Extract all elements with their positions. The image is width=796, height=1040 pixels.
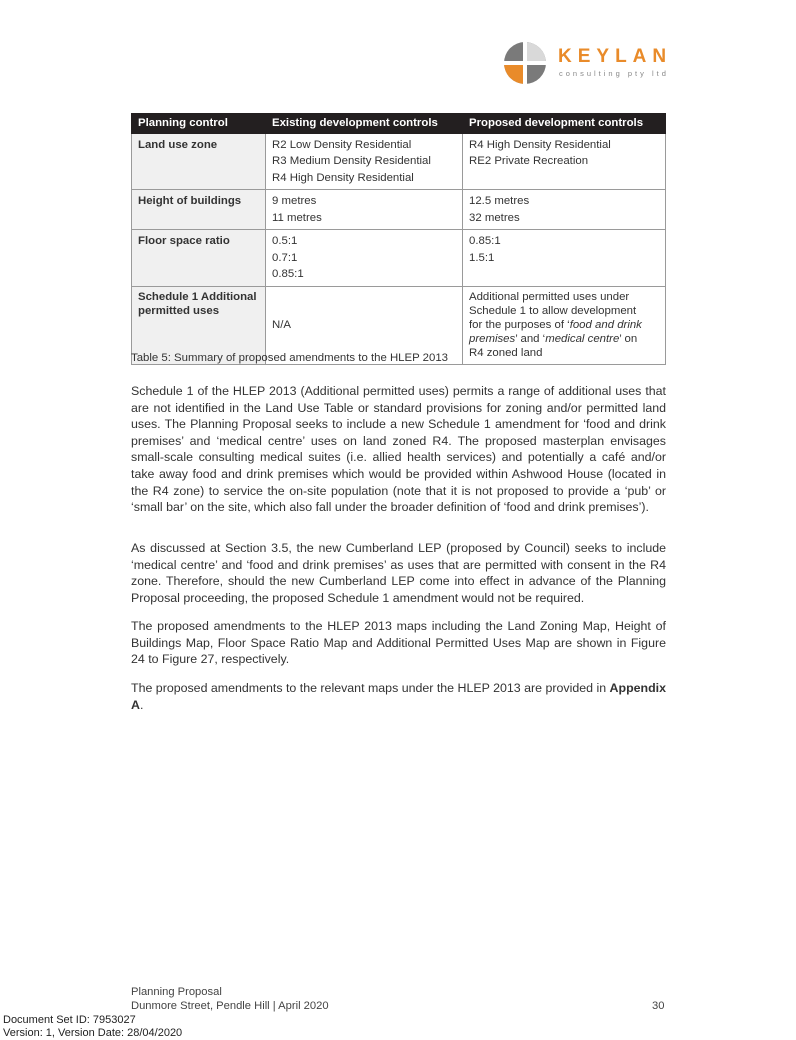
footer-title: Planning Proposal — [131, 986, 222, 998]
proposed-cell — [463, 230, 666, 287]
cell-line: 1.5:1 — [469, 251, 495, 264]
row-label-line: Schedule 1 Additional — [138, 290, 257, 303]
table-row — [132, 133, 666, 190]
version-info: Version: 1, Version Date: 28/04/2020 — [3, 1027, 183, 1039]
document-info — [3, 1014, 182, 1040]
cell-line: 0.85:1 — [469, 235, 501, 247]
paragraph-text: The proposed amendments to the relevant maps under the HLEP 2013 are provided in — [131, 681, 610, 695]
row-label: Land use zone — [132, 133, 266, 190]
proposed-cell — [463, 286, 666, 364]
header-planning-control: Planning control — [132, 114, 266, 134]
cell-line: 0.5:1 — [272, 235, 298, 247]
cell-text: ’ on — [619, 333, 638, 346]
footer-subtitle: Dunmore Street, Pendle Hill | April 2020 — [131, 999, 329, 1012]
header-proposed-controls: Proposed development controls — [463, 114, 666, 134]
cell-line: 12.5 metres — [469, 195, 530, 207]
cell-line: RE2 Private Recreation — [469, 155, 589, 167]
appendix-reference: Appendix A — [131, 681, 666, 712]
cell-line: Additional permitted uses under — [469, 290, 630, 303]
row-label-line: permitted uses — [138, 304, 220, 317]
table-header-row — [132, 114, 666, 134]
cell-line: R4 High Density Residential — [272, 171, 414, 184]
existing-cell — [266, 190, 463, 230]
paragraph-text-end: . — [139, 697, 144, 712]
cell-line — [469, 318, 659, 332]
company-logo — [503, 41, 673, 91]
cell-italic-text: food and drink — [569, 318, 642, 331]
table-row — [132, 190, 666, 230]
cell-text: ’ and ‘ — [515, 333, 546, 346]
page-number: 30 — [652, 1000, 665, 1012]
cell-line: 0.85:1 — [272, 268, 304, 280]
cell-line: R2 Low Density Residential — [272, 138, 412, 151]
cell-line: 11 metres — [272, 211, 322, 224]
body-paragraph-2: As discussed at Section 3.5, the new Cumberland LEP (proposed by Council) seeks to include ‘medical centre’ and ‘food and drink premises’ as uses that are permitted with consent in the R4 zone. Therefore, should the new Cumberland LEP come into effect in advance of the Planning Proposal proceeding, the proposed Schedule 1 amendment would not be required. — [131, 541, 666, 605]
body-paragraph-1: Schedule 1 of the HLEP 2013 (Additional permitted uses) permits a range of additional uses that are not identified in the Land Use Table or standard provisions for zoning and/or permitted land uses. The Planning Proposal seeks to include a new Schedule 1 amendment for ‘food and drink premises’ and ‘medical centre’ uses on land zoned R4. The proposed masterplan envisages small-scale consulting medical suites (i.e. allied health services) and potentially a café and/or take away food and drink premises which would be provided within Ashwood House (located in the R4 zone) to service the on-site population (note that it is not proposed to provide a ‘pub’ or ‘small bar’ on the site, which also fall under the broader definition of ‘food and drink premises’). — [131, 384, 666, 515]
cell-line: R4 zoned land — [469, 347, 543, 360]
cell-text: for the purposes of ‘ — [469, 318, 570, 331]
cell-line: R3 Medium Density Residential — [272, 155, 431, 167]
proposed-cell — [463, 133, 666, 190]
table-caption: Table 5: Summary of proposed amendments to the HLEP 2013 — [131, 352, 449, 364]
logo-tagline: consulting pty ltd — [559, 69, 669, 78]
cell-italic-text: premises — [469, 333, 516, 346]
cell-line — [469, 332, 659, 346]
page-footer — [131, 986, 329, 1013]
existing-cell — [266, 133, 463, 190]
cell-line: 9 metres — [272, 195, 317, 207]
cell-line: 0.7:1 — [272, 251, 298, 264]
existing-cell — [266, 230, 463, 287]
table-row — [132, 230, 666, 287]
row-label: Floor space ratio — [132, 230, 266, 287]
proposed-cell — [463, 190, 666, 230]
header-existing-controls: Existing development controls — [266, 114, 463, 134]
cell-value: N/A — [272, 318, 291, 331]
cell-line: Schedule 1 to allow development — [469, 304, 637, 317]
keylan-logo-icon — [503, 41, 547, 85]
planning-controls-table — [131, 113, 666, 365]
cell-line: 32 metres — [469, 211, 520, 224]
cell-line: R4 High Density Residential — [469, 138, 611, 151]
document-set-id: Document Set ID: 7953027 — [3, 1014, 136, 1026]
cell-italic-text: medical centre — [545, 333, 620, 346]
body-paragraph-4 — [131, 680, 666, 713]
row-label: Height of buildings — [132, 190, 266, 230]
body-paragraph-3: The proposed amendments to the HLEP 2013 maps including the Land Zoning Map, Height of Buildings Map, Floor Space Ratio Map and Additional Permitted Uses Map are shown in Figure 24 to Figure 27, respectively. — [131, 619, 666, 667]
logo-wordmark: KEYLAN — [558, 46, 673, 67]
